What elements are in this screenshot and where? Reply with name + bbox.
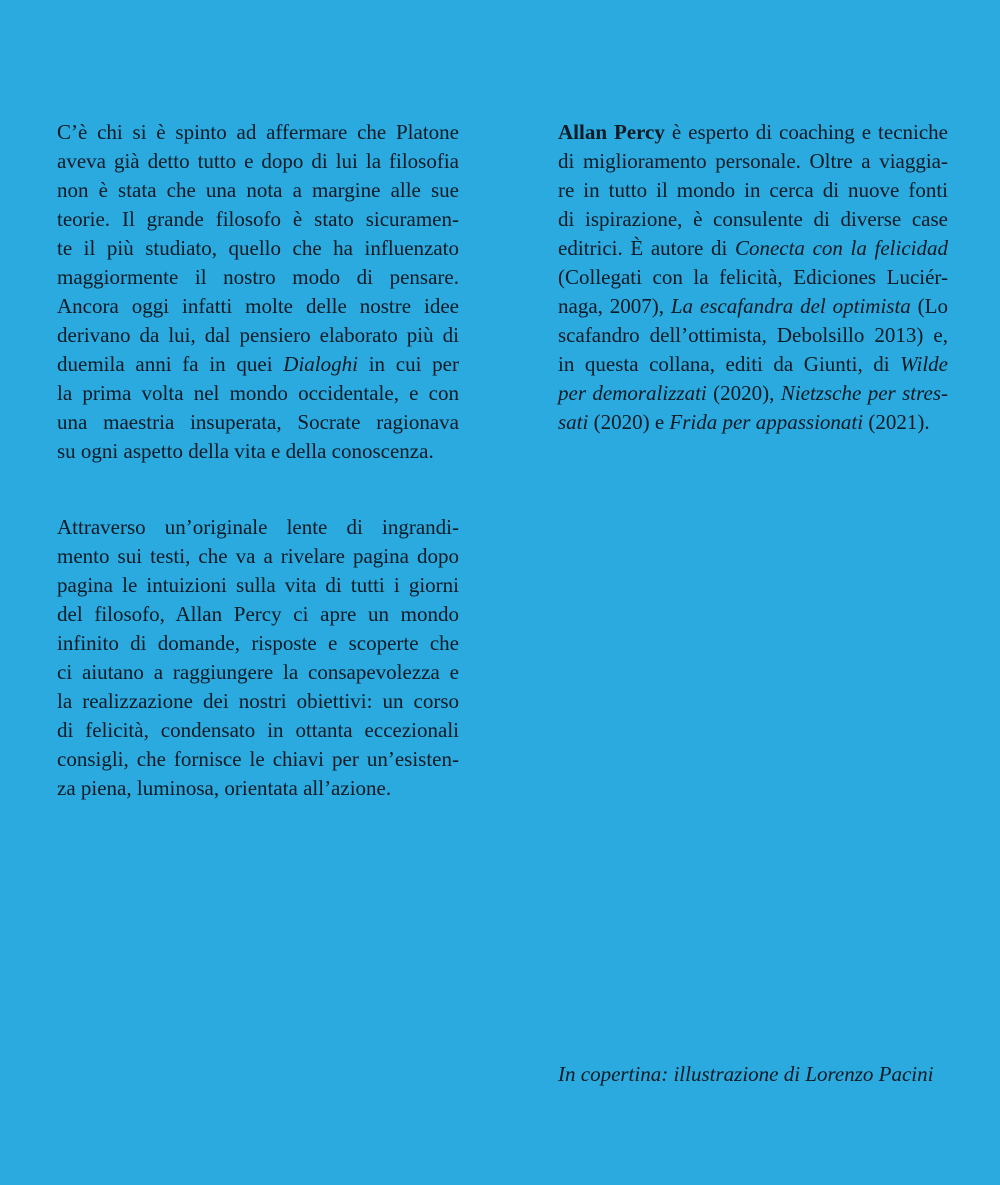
text-line: di miglioramento personale. Oltre a viaggia-	[558, 149, 948, 173]
text-line: teorie. Il grande filosofo è stato sicuramen-	[57, 207, 459, 231]
text-line: per demoralizzati (2020), Nietzsche per stres-	[558, 381, 948, 405]
text-line: Attraverso un’originale lente di ingrandi-	[57, 515, 459, 539]
text-line: maggiormente il nostro modo di pensare.	[57, 265, 459, 289]
text-line: mento sui testi, che va a rivelare pagina dopo	[57, 544, 459, 568]
text-line: del filosofo, Allan Percy ci apre un mondo	[57, 602, 459, 626]
text-line: aveva già detto tutto e dopo di lui la filosofia	[57, 149, 459, 173]
text-line: in questa collana, editi da Giunti, di Wilde	[558, 352, 948, 376]
text-line: za piena, luminosa, orientata all’azione.	[57, 776, 392, 800]
text-line: di felicità, condensato in ottanta eccezionali	[57, 718, 459, 742]
text-line: C’è chi si è spinto ad affermare che Platone	[57, 120, 459, 144]
text-line: di ispirazione, è consulente di diverse case	[558, 207, 948, 231]
paragraph-author-bio	[558, 118, 948, 437]
text-line: la realizzazione dei nostri obiettivi: un corso	[57, 689, 459, 713]
cover-illustration-credit	[558, 1060, 958, 1089]
text-line: una maestria insuperata, Socrate ragionava	[57, 410, 459, 434]
text-line: duemila anni fa in quei Dialoghi in cui per	[57, 352, 459, 376]
left-column	[57, 118, 459, 803]
text-line: pagina le intuizioni sulla vita di tutti i giorni	[57, 573, 459, 597]
text-line: (Collegati con la felicità, Ediciones Luciér-	[558, 265, 948, 289]
text-line: infinito di domande, risposte e scoperte che	[57, 631, 459, 655]
text-line: su ogni aspetto della vita e della conoscenza.	[57, 439, 434, 463]
text-line: naga, 2007), La escafandra del optimista (Lo	[558, 294, 948, 318]
paragraph-platone-intro	[57, 118, 459, 466]
text-line: te il più studiato, quello che ha influenzato	[57, 236, 459, 260]
text-line: editrici. È autore di Conecta con la felicidad	[558, 236, 948, 260]
text-line: re in tutto il mondo in cerca di nuove fonti	[558, 178, 948, 202]
text-line: In copertina: illustrazione di Lorenzo Pacini	[558, 1062, 934, 1086]
text-line: scafandro dell’ottimista, Debolsillo 2013) e,	[558, 323, 948, 347]
text-line: la prima volta nel mondo occidentale, e con	[57, 381, 459, 405]
text-line: Ancora oggi infatti molte delle nostre idee	[57, 294, 459, 318]
text-line: sati (2020) e Frida per appassionati (2021).	[558, 410, 930, 434]
text-line: Allan Percy è esperto di coaching e tecniche	[558, 120, 948, 144]
text-line: derivano da lui, dal pensiero elaborato più di	[57, 323, 459, 347]
text-line: non è stata che una nota a margine alle sue	[57, 178, 459, 202]
text-line: ci aiutano a raggiungere la consapevolezza e	[57, 660, 459, 684]
right-column	[558, 118, 948, 437]
text-line: consigli, che fornisce le chiavi per un’esisten-	[57, 747, 459, 771]
paragraph-book-description	[57, 513, 459, 803]
